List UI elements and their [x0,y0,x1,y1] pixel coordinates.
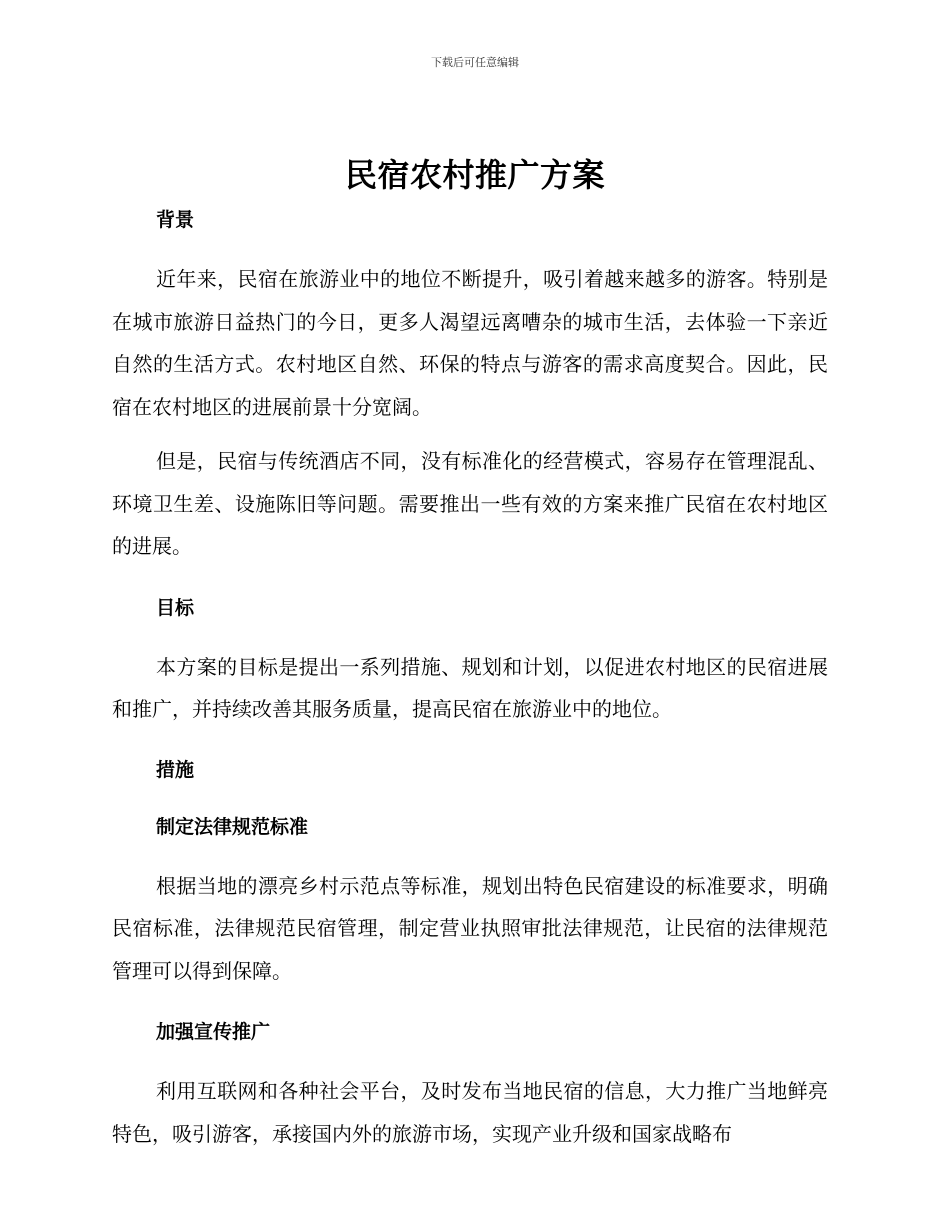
subsection-heading-promotion: 加强宣传推广 [156,1021,271,1043]
section-heading-measures: 措施 [156,758,195,781]
background-paragraph-2: 但是，民宿与传统酒店不同，没有标准化的经营模式，容易存在管理混乱、环境卫生差、设施陈旧等问题。需要推出一些有效的方案来推广民宿在农村地区的进展。 [112,449,828,558]
goal-paragraph-1: 本方案的目标是提出一系列措施、规划和计划，以促进农村地区的民宿进展和推广，并持续改善其服务质量，提高民宿在旅游业中的地位。 [112,654,828,721]
section-heading-background: 背景 [156,209,195,231]
subsection-heading-standards: 制定法律规范标准 [156,815,309,838]
standards-paragraph-1: 根据当地的漂亮乡村示范点等标准，规划出特色民宿建设的标准要求，明确民宿标准，法律规范民宿管理，制定营业执照审批法律规范，让民宿的法律规范管理可以得到保障。 [112,873,828,983]
header-note: 下载后可任意编辑 [431,56,519,69]
background-paragraph-1: 近年来，民宿在旅游业中的地位不断提升，吸引着越来越多的游客。特别是在城市旅游日益热门的今日，更多人渴望远离嘈杂的城市生活，去体验一下亲近自然的生活方式。农村地区自然、环保的特点与游客的需求高度契合。因此，民宿在农村地区的进展前景十分宽阔。 [112,267,828,419]
section-heading-goal: 目标 [156,596,195,619]
document-title: 民宿农村推广方案 [344,156,605,194]
document-body [112,205,828,1155]
promotion-paragraph-1: 利用互联网和各种社会平台，及时发布当地民宿的信息，大力推广当地鲜亮特色，吸引游客，承接国内外的旅游市场，实现产业升级和国家战略布 [112,1079,828,1146]
